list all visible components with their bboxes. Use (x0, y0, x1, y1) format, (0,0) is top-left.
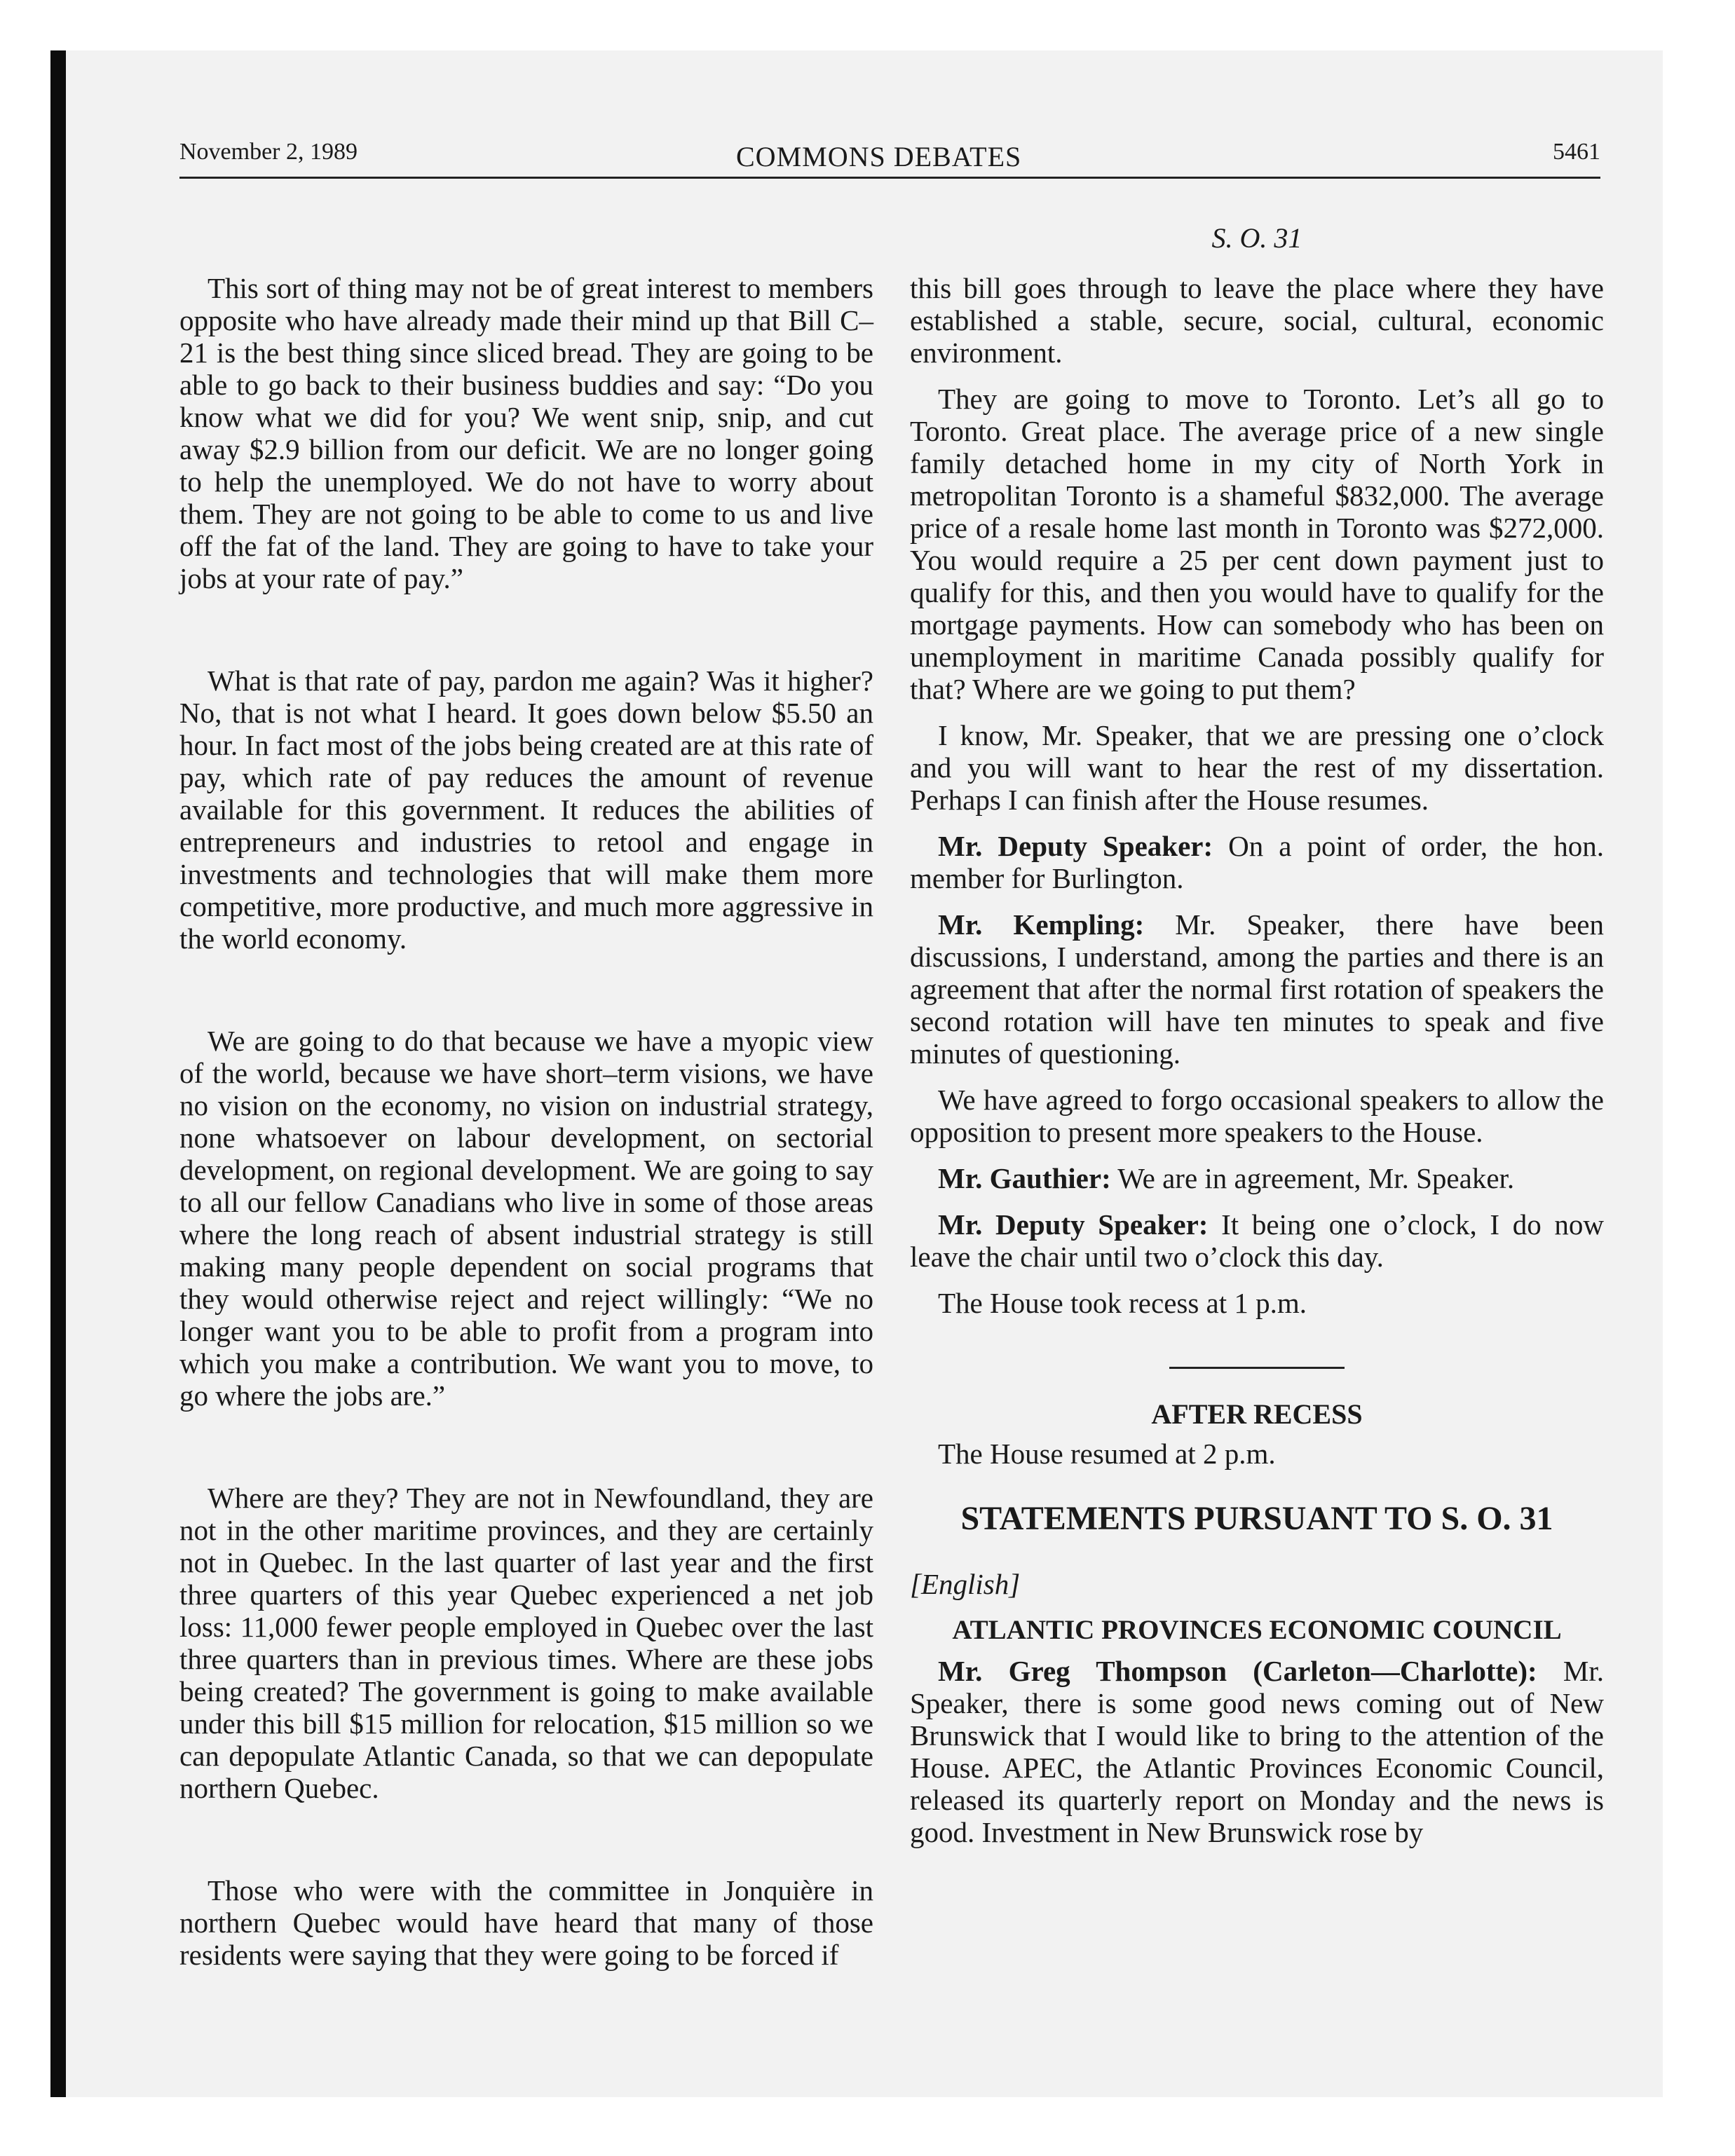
speech-text: Mr. Speaker, there is some good news coming out of New Brunswick that I would like to bring to the attention of the House. APEC, the Atlantic Provinces Economic Council, released its quarterly report on Monday and the news is good. Investment in New Brunswick rose by (910, 1655, 1604, 1848)
speech-paragraph (910, 1208, 1604, 1273)
speech-paragraph (910, 1655, 1604, 1848)
speech-text: Mr. Speaker, there have been discussions, I understand, among the parties and there is an agreement that after the normal first rotation of speakers the second rotation will have ten minutes to speak and five minutes of questioning. (910, 908, 1604, 1070)
speaker-name: Mr. Kempling: (938, 908, 1145, 941)
speech-text: On a point of order, the hon. member for Burlington. (910, 830, 1604, 894)
speaker-name: Mr. Deputy Speaker: (938, 1208, 1209, 1241)
speech-paragraph (910, 908, 1604, 1070)
speech-text: It being one o’clock, I do now leave the chair until two o’clock this day. (910, 1208, 1604, 1273)
statements-heading: STATEMENTS PURSUANT TO S. O. 31 (960, 1500, 1553, 1537)
apec-heading: ATLANTIC PROVINCES ECONOMIC COUNCIL (952, 1615, 1562, 1645)
paragraph: this bill goes through to leave the place where they have established a stable, secure, social, cultural, economic environment. (910, 272, 1604, 369)
header-rule (179, 177, 1600, 179)
speaker-name: Mr. Greg Thompson (Carleton—Charlotte): (938, 1655, 1537, 1687)
paragraph: They are going to move to Toronto. Let’s all go to Toronto. Great place. The average price of a new single family detached home in my city of North York in metropolitan Toronto is a shameful $832,000. The average price of a resale home last month in Toronto was $272,000. You would require a 25 per cent down payment just to qualify for this, and then you would have to qualify for the mortgage payments. How can somebody who has been on unemployment in maritime Canada possibly qualify for that? Where are we going to put them? (910, 383, 1604, 705)
speech-text: We are in agreement, Mr. Speaker. (1110, 1162, 1515, 1194)
paragraph: Where are they? They are not in Newfoundland, they are not in the other maritime provinces, and they are certainly not in Quebec. In the last quarter of last year and the first three quarters of this year Quebec experienced a net job loss: 11,000 fewer people employed in Quebec over the last three quarters than in previous times. Where are these jobs being created? The government is going to make available under this bill $15 million for relocation, $15 million so we can depopulate Atlantic Canada, so that we can depopulate northern Quebec. (179, 1482, 873, 1804)
speaker-name: Mr. Deputy Speaker: (938, 830, 1213, 862)
header-title: COMMONS DEBATES (736, 141, 1022, 172)
paragraph: The House resumed at 2 p.m. (938, 1438, 1276, 1470)
paragraph: What is that rate of pay, pardon me again? Was it higher? No, that is not what I heard. It goes down below $5.50 an hour. In fact most of the jobs being created are at this rate of pay, which rate of pay reduces the amount of revenue available for this government. It reduces the abilities of entrepreneurs and industries to retool and engage in investments and technologies that will make them more competitive, more productive, and much more aggressive in the world economy. (179, 664, 873, 955)
scan-edge-bar (50, 50, 66, 2097)
speaker-name: Mr. Gauthier: (938, 1162, 1111, 1194)
paragraph: We are going to do that because we have a myopic view of the world, because we have short–term visions, we have no vision on the economy, no vision on industrial strategy, none whatsoever on labour development, on sectorial development, on regional development. We are going to say to all our fellow Canadians who live in some of those areas where the long reach of absent industrial strategy is still making many people dependent on social programs that they would otherwise reject and reject willingly: “We no longer want you to be able to profit from a program into which you make a contribution. We want you to move, to go where the jobs are.” (179, 1025, 873, 1412)
paragraph: I know, Mr. Speaker, that we are pressing one o’clock and you will want to hear the rest of my dissertation. Perhaps I can finish after the House resumes. (910, 719, 1604, 816)
paragraph: Those who were with the committee in Jonquière in northern Quebec would have heard that many of those residents were saying that they were going to be forced if (179, 1874, 873, 1971)
paragraph: This sort of thing may not be of great interest to members opposite who have already made their mind up that Bill C–21 is the best thing since sliced bread. They are going to be able to go back to their business buddies and say: “Do you know what we did for you? We went snip, snip, and cut away $2.9 billion from our deficit. We are no longer going to help the unemployed. We do not have to worry about them. They are not going to be able to come to us and live off the fat of the land. They are going to have to take your jobs at your rate of pay.” (179, 272, 873, 594)
speech-paragraph (910, 1162, 1604, 1194)
left-column (179, 272, 873, 2041)
header-page-number: 5461 (1553, 139, 1600, 165)
standing-order-label: S. O. 31 (1211, 222, 1302, 254)
section-divider (1169, 1367, 1345, 1369)
paragraph: We have agreed to forgo occasional speakers to allow the opposition to present more speakers to the House. (910, 1084, 1604, 1148)
language-tag: [English] (910, 1568, 1021, 1600)
right-column (910, 272, 1604, 1862)
header-date: November 2, 1989 (179, 139, 358, 165)
after-recess-heading: AFTER RECESS (1151, 1398, 1363, 1430)
paragraph: The House took recess at 1 p.m. (938, 1287, 1307, 1319)
speech-paragraph (910, 830, 1604, 894)
